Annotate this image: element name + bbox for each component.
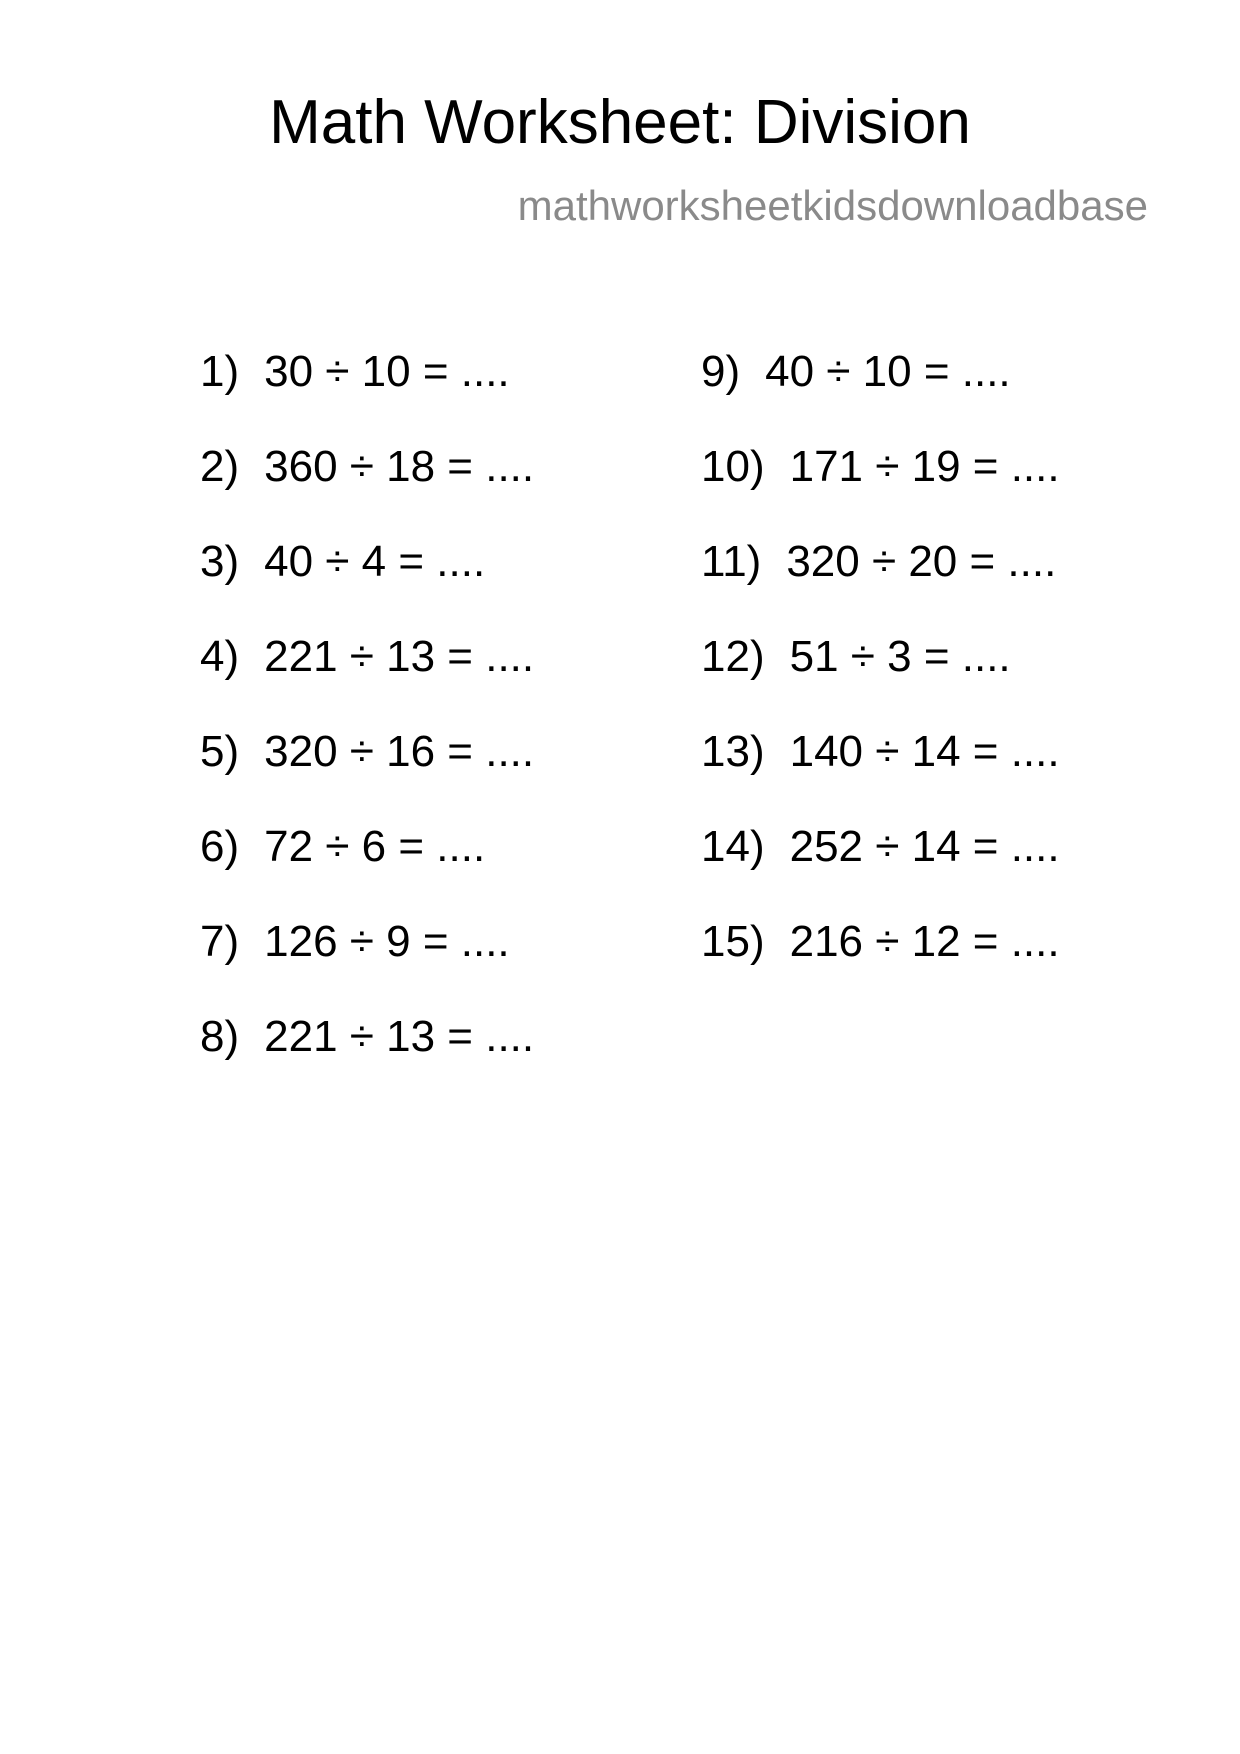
problem-1 bbox=[200, 347, 534, 445]
problem-number: 5) bbox=[200, 727, 240, 776]
problem-14 bbox=[701, 822, 1060, 920]
problem-expression: 360 ÷ 18 = .... bbox=[264, 442, 535, 491]
problem-expression: 320 ÷ 20 = .... bbox=[786, 537, 1057, 586]
problem-expression: 320 ÷ 16 = .... bbox=[264, 727, 535, 776]
problem-expression: 221 ÷ 13 = .... bbox=[264, 632, 535, 681]
problem-column-left bbox=[200, 347, 535, 1110]
problem-expression: 216 ÷ 12 = .... bbox=[789, 917, 1060, 966]
problem-5 bbox=[200, 727, 535, 825]
problem-expression: 171 ÷ 19 = .... bbox=[789, 442, 1060, 491]
problem-number: 4) bbox=[200, 632, 240, 681]
site-watermark: mathworksheetkidsdownloadbase bbox=[517, 182, 1148, 229]
problem-15 bbox=[701, 917, 1060, 1015]
problem-expression: 40 ÷ 4 = .... bbox=[264, 537, 486, 586]
problem-9 bbox=[701, 347, 1060, 445]
problem-10 bbox=[701, 442, 1060, 540]
problem-6 bbox=[200, 822, 534, 920]
problem-column-right bbox=[701, 347, 1060, 1015]
problem-number: 2) bbox=[200, 442, 240, 491]
problem-expression: 126 ÷ 9 = .... bbox=[264, 917, 510, 966]
problem-expression: 252 ÷ 14 = .... bbox=[789, 822, 1060, 871]
problem-number: 11) bbox=[701, 537, 762, 586]
problem-number: 12) bbox=[701, 632, 765, 681]
problem-4 bbox=[200, 632, 535, 730]
problem-number: 15) bbox=[701, 917, 765, 966]
problem-expression: 51 ÷ 3 = .... bbox=[789, 632, 1011, 681]
problem-expression: 140 ÷ 14 = .... bbox=[789, 727, 1060, 776]
problem-7 bbox=[200, 917, 534, 1015]
problem-number: 9) bbox=[701, 347, 741, 396]
problem-8 bbox=[200, 1012, 535, 1110]
problem-expression: 30 ÷ 10 = .... bbox=[264, 347, 510, 396]
problem-number: 7) bbox=[200, 917, 240, 966]
problem-12 bbox=[701, 632, 1060, 730]
problem-3 bbox=[200, 537, 534, 635]
problem-number: 1) bbox=[200, 347, 240, 396]
problem-expression: 72 ÷ 6 = .... bbox=[264, 822, 486, 871]
page-title: Math Worksheet: Division bbox=[269, 88, 971, 157]
problem-2 bbox=[200, 442, 535, 540]
problem-expression: 40 ÷ 10 = .... bbox=[765, 347, 1011, 396]
problem-number: 10) bbox=[701, 442, 765, 491]
problem-11 bbox=[701, 537, 1060, 635]
problem-13 bbox=[701, 727, 1060, 825]
problem-number: 3) bbox=[200, 537, 240, 586]
problem-number: 8) bbox=[200, 1012, 240, 1061]
problem-number: 14) bbox=[701, 822, 765, 871]
problem-number: 6) bbox=[200, 822, 240, 871]
problem-number: 13) bbox=[701, 727, 765, 776]
problem-expression: 221 ÷ 13 = .... bbox=[264, 1012, 535, 1061]
